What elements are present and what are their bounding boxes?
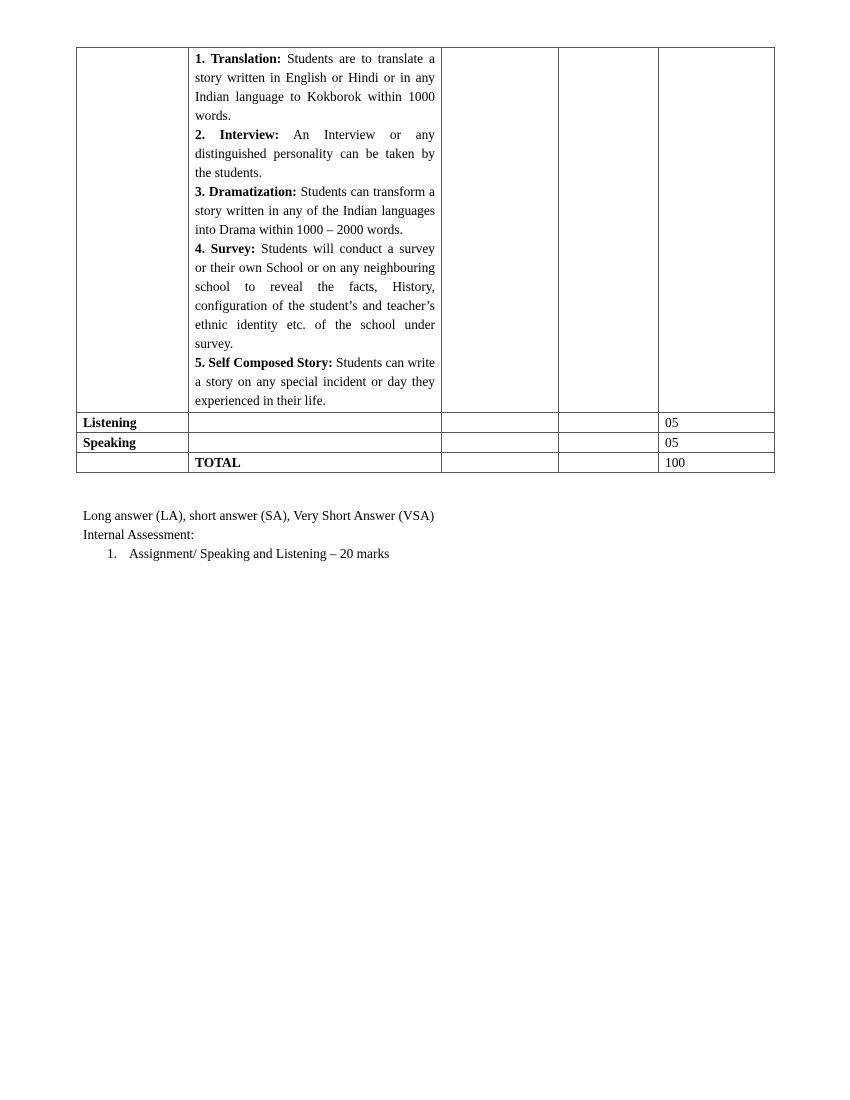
abbreviations-note: Long answer (LA), short answer (SA), Very Short Answer (VSA) <box>83 508 435 523</box>
table-row-speaking <box>77 433 775 453</box>
activity-item <box>195 49 435 125</box>
activity-title: 2. Interview: <box>195 127 280 142</box>
internal-assessment-list <box>83 544 434 563</box>
row-marks: 05 <box>659 433 775 453</box>
activity-title: 3. Dramatization: <box>195 184 297 199</box>
table-cell-empty <box>77 48 189 413</box>
table-cell-empty <box>559 453 659 473</box>
row-label: Listening <box>77 413 189 433</box>
list-item-number: 1. <box>107 546 118 561</box>
table-cell-empty <box>77 453 189 473</box>
activity-item <box>195 182 435 239</box>
marks-table <box>76 47 775 473</box>
activity-title: 4. Survey: <box>195 241 256 256</box>
list-item <box>83 544 434 563</box>
notes-section <box>83 506 434 563</box>
table-cell-empty <box>442 48 559 413</box>
activity-item <box>195 239 435 353</box>
internal-assessment-heading: Internal Assessment: <box>83 527 195 542</box>
activity-title: 5. Self Composed Story: <box>195 355 333 370</box>
table-cell-empty <box>442 453 559 473</box>
activity-text: Students are to translate a story written in English or Hindi or in any Indian language to Kokborok within 1000 words. <box>195 51 435 123</box>
table-cell-empty <box>659 48 775 413</box>
activity-text: Students can transform a story written in any of the Indian languages into Drama within 1000 – 2000 words. <box>195 184 435 237</box>
activity-text: Students will conduct a survey or their own School or on any neighbouring school to reveal the facts, History, configuration of the student’s and teacher’s ethnic identity etc. of the school under survey. <box>195 241 435 351</box>
table-cell-empty <box>189 433 442 453</box>
total-label: TOTAL <box>189 453 442 473</box>
activity-item <box>195 353 435 410</box>
activity-title: 1. Translation: <box>195 51 282 66</box>
total-marks: 100 <box>659 453 775 473</box>
table-row-listening <box>77 413 775 433</box>
table-cell-empty <box>559 433 659 453</box>
row-label: Speaking <box>77 433 189 453</box>
list-item-text: Assignment/ Speaking and Listening – 20 marks <box>129 546 390 561</box>
table-row-activities <box>77 48 775 413</box>
table-cell-empty <box>189 413 442 433</box>
activity-text: An Interview or any distinguished personality can be taken by the students. <box>195 127 435 180</box>
activity-text: Students can write a story on any special incident or day they experienced in their life. <box>195 355 435 408</box>
activities-cell <box>189 48 442 413</box>
table-cell-empty <box>559 413 659 433</box>
table-cell-empty <box>442 433 559 453</box>
activity-item <box>195 125 435 182</box>
table-row-total <box>77 453 775 473</box>
row-marks: 05 <box>659 413 775 433</box>
table-cell-empty <box>559 48 659 413</box>
table-cell-empty <box>442 413 559 433</box>
